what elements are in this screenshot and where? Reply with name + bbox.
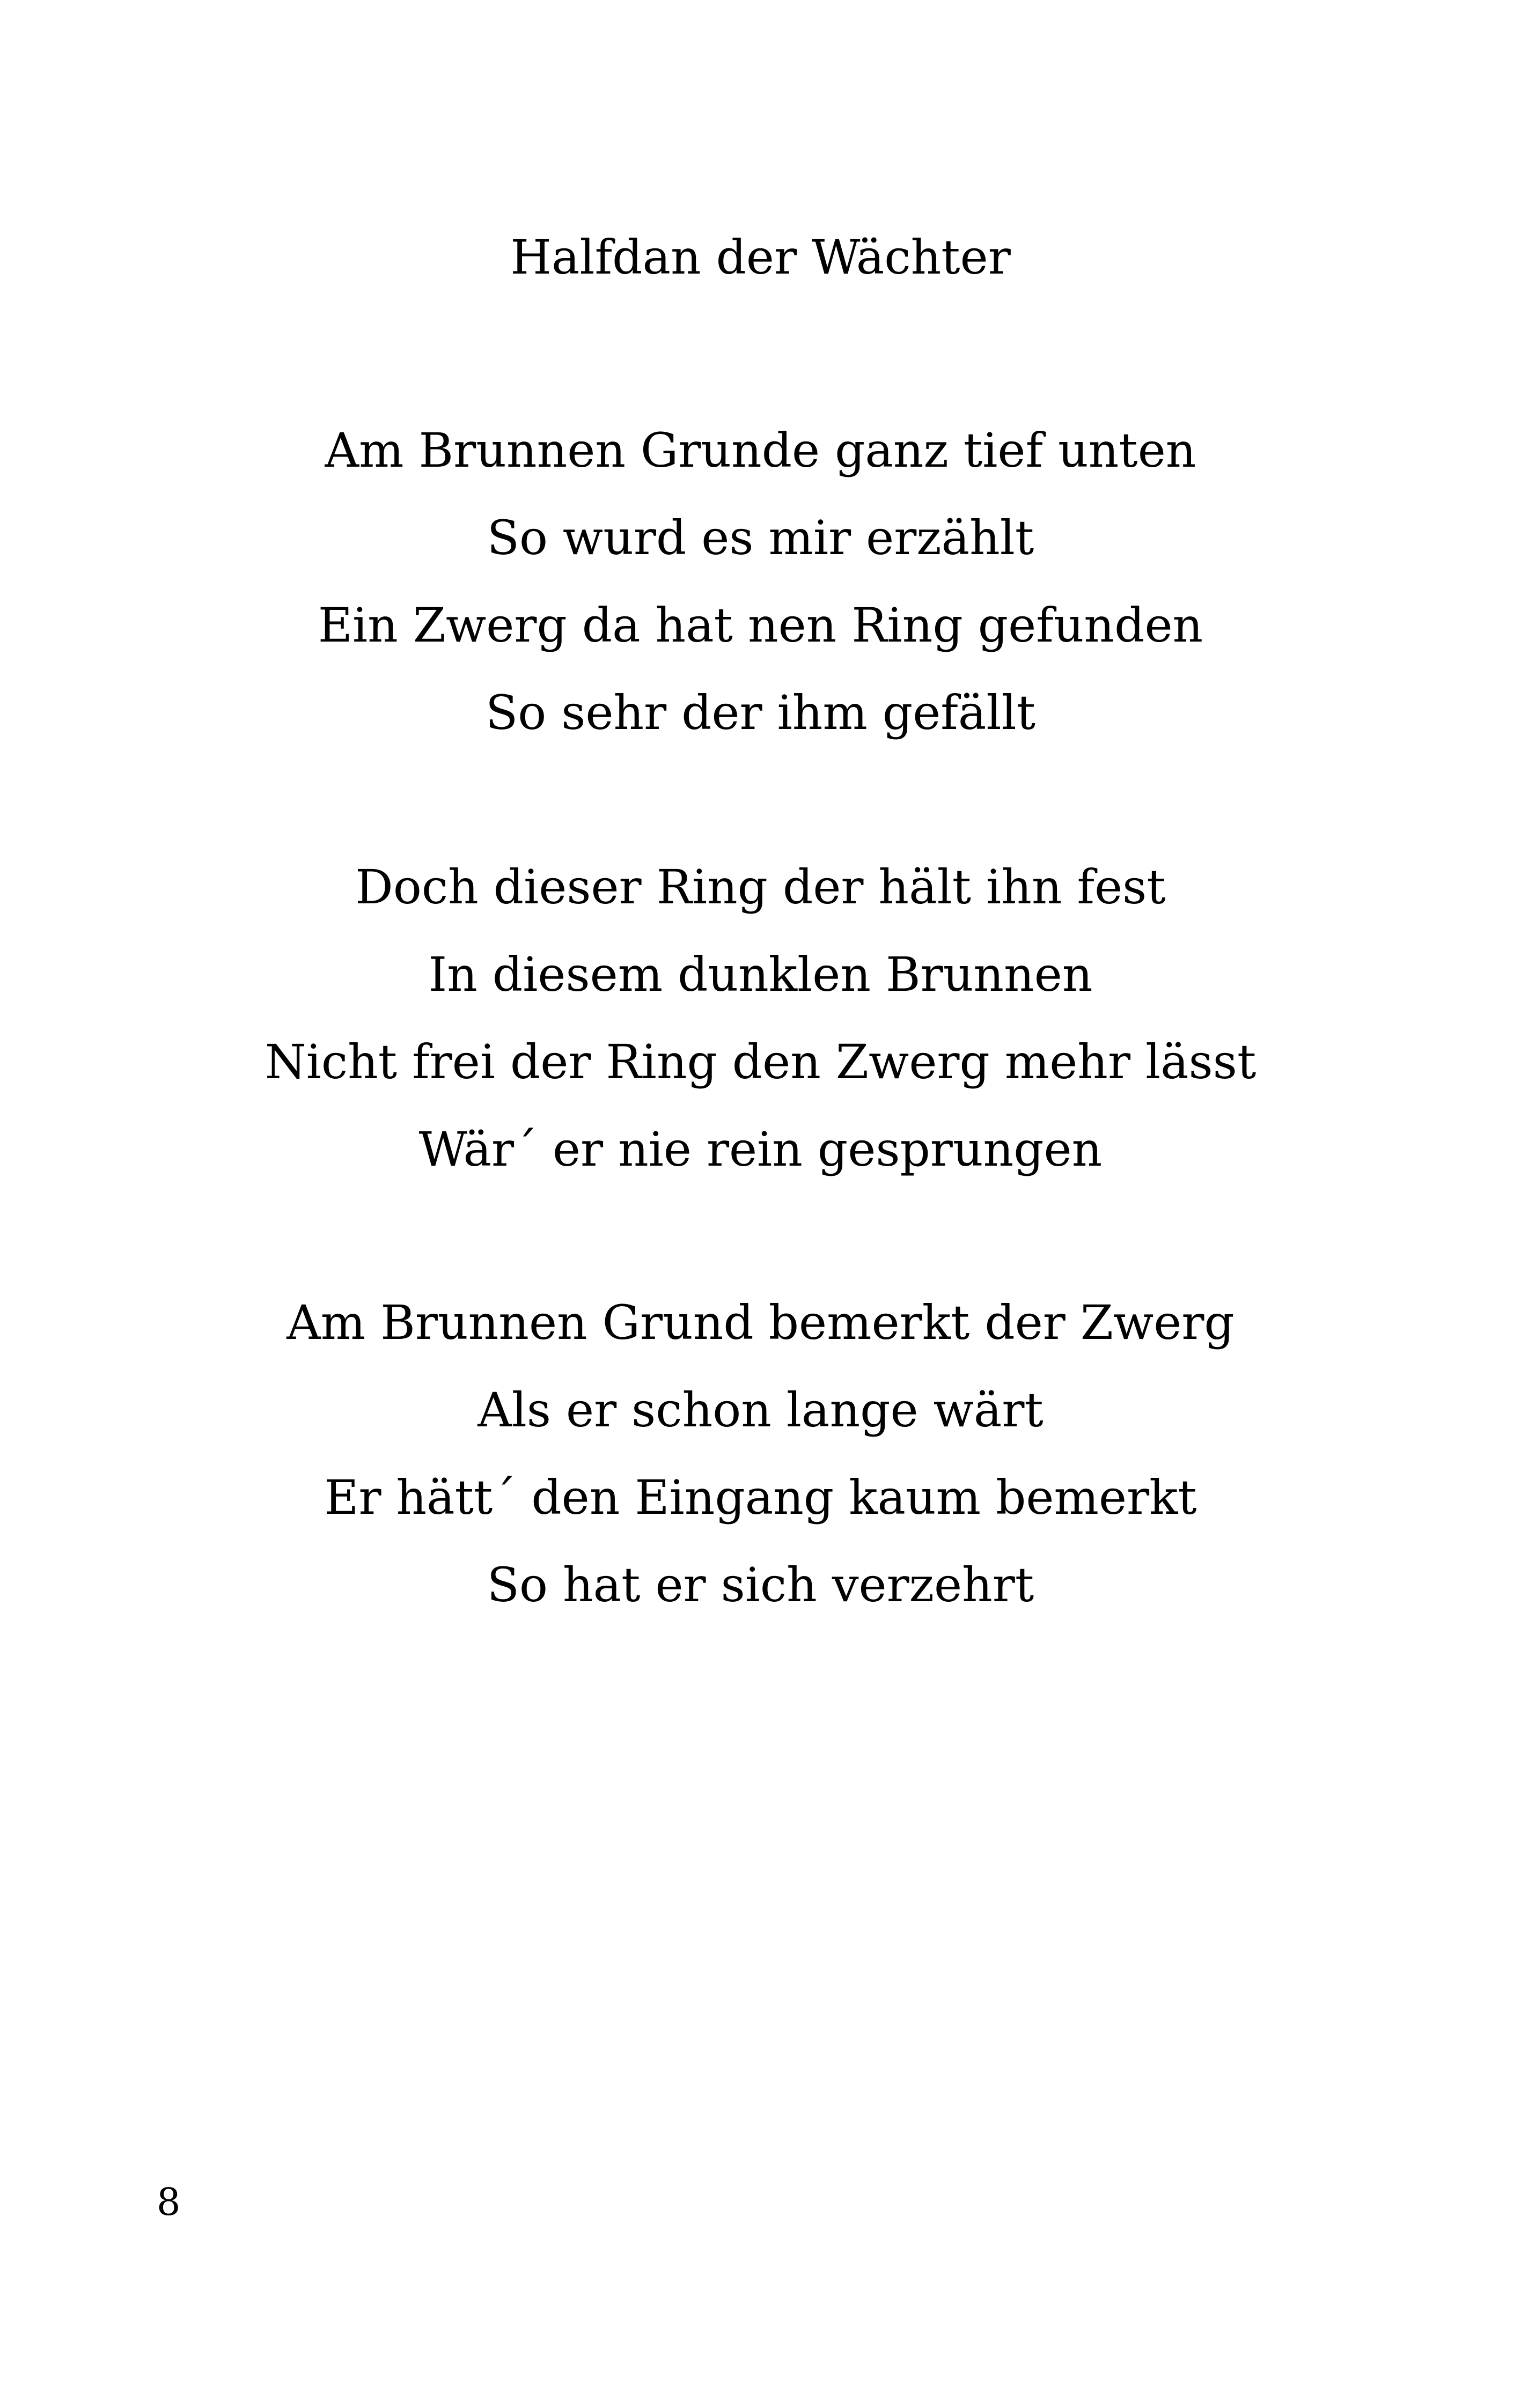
stanza xyxy=(0,843,1521,1193)
verse-line: Nicht frei der Ring den Zwerg mehr lässt xyxy=(264,1034,1257,1089)
verse-line: Doch dieser Ring der hält ihn fest xyxy=(355,859,1166,915)
verse-line: So hat er sich verzehrt xyxy=(487,1557,1034,1612)
verse-line: So sehr der ihm gefällt xyxy=(486,685,1035,740)
verse-line: Wär´ er nie rein gesprungen xyxy=(418,1122,1103,1177)
verse-line: Ein Zwerg da hat nen Ring gefunden xyxy=(318,598,1203,653)
stanza xyxy=(0,407,1521,756)
verse-line: In diesem dunklen Brunnen xyxy=(428,947,1093,1002)
page-number: 8 xyxy=(157,2180,181,2224)
verse-line: Am Brunnen Grunde ganz tief unten xyxy=(325,423,1196,478)
verse-line: Er hätt´ den Eingang kaum bemerkt xyxy=(324,1470,1197,1525)
verse-line: Als er schon lange wärt xyxy=(477,1382,1044,1438)
stanza xyxy=(0,1279,1521,1629)
verse-line: So wurd es mir erzählt xyxy=(487,510,1034,565)
poem-title: Halfdan der Wächter xyxy=(510,230,1011,285)
verse-line: Am Brunnen Grund bemerkt der Zwerg xyxy=(286,1295,1235,1350)
